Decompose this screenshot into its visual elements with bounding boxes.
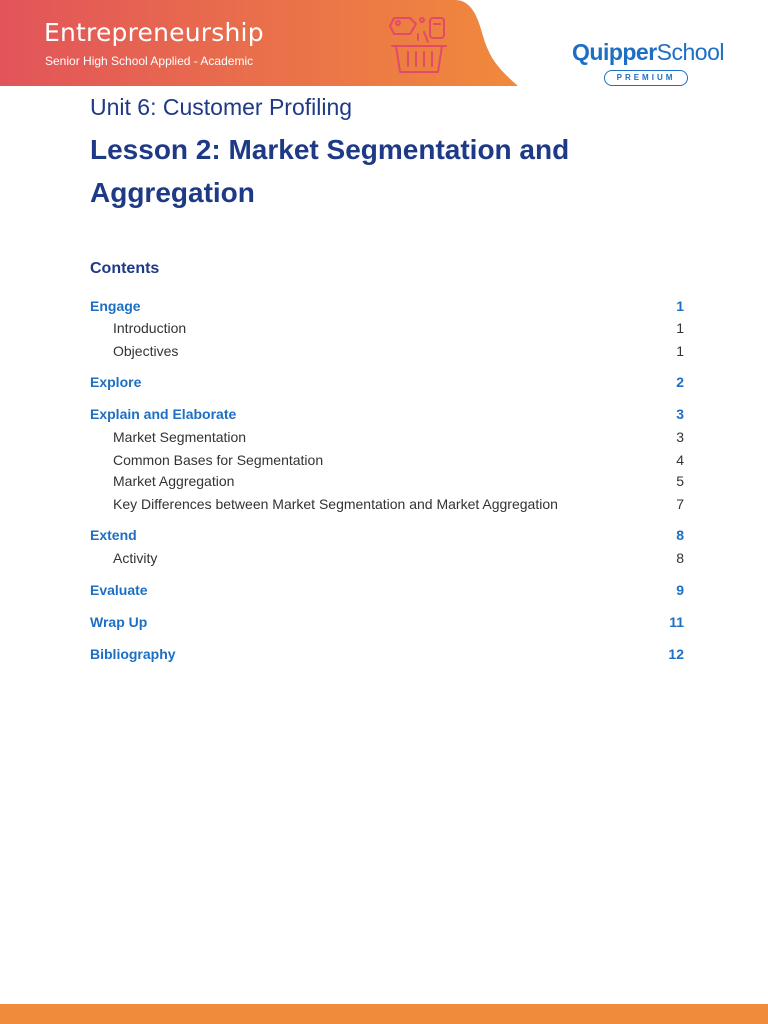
toc-entry-page: 11 xyxy=(669,614,684,630)
toc-entry-label: Market Aggregation xyxy=(113,473,235,489)
toc-entry-key-differences[interactable] xyxy=(90,494,684,514)
lesson-title: Lesson 2: Market Segmentation and Aggregation xyxy=(90,134,570,208)
toc-entry-page: 1 xyxy=(676,320,684,336)
toc-entry-page: 1 xyxy=(676,298,684,314)
toc-entry-page: 5 xyxy=(676,473,684,489)
toc-entry-evaluate[interactable] xyxy=(90,580,684,600)
footer-bar xyxy=(0,1004,768,1024)
toc-entry-label: Wrap Up xyxy=(90,614,148,630)
toc-entry-label: Bibliography xyxy=(90,646,176,662)
toc-entry-page: 4 xyxy=(676,452,684,468)
toc-entry-page: 12 xyxy=(668,646,684,662)
toc-entry-market-segmentation[interactable] xyxy=(90,427,684,447)
toc-entry-page: 7 xyxy=(676,496,684,512)
toc-entry-activity[interactable] xyxy=(90,548,684,568)
toc-entry-page: 9 xyxy=(676,582,684,598)
toc-entry-label: Common Bases for Segmentation xyxy=(113,452,324,468)
subject-title: Entrepreneurship xyxy=(44,18,264,47)
toc-entry-common-bases[interactable] xyxy=(90,450,684,470)
unit-title: Unit 6: Customer Profiling xyxy=(90,94,353,120)
toc-entry-page: 3 xyxy=(676,406,684,422)
toc-entry-introduction[interactable] xyxy=(90,318,684,338)
toc-entry-label: Extend xyxy=(90,527,137,543)
toc-entry-label: Evaluate xyxy=(90,582,148,598)
premium-badge: PREMIUM xyxy=(604,70,688,86)
logo-brand-regular: School xyxy=(656,39,724,65)
toc-entry-objectives[interactable] xyxy=(90,341,684,361)
toc-entry-page: 2 xyxy=(676,374,684,390)
toc-entry-page: 3 xyxy=(676,429,684,445)
toc-entry-bibliography[interactable] xyxy=(90,644,684,664)
toc-entry-label: Explore xyxy=(90,374,142,390)
toc-entry-extend[interactable] xyxy=(90,525,684,545)
toc-entry-market-aggregation[interactable] xyxy=(90,471,684,491)
toc-entry-page: 8 xyxy=(676,527,684,543)
toc-entry-label: Introduction xyxy=(113,320,187,336)
toc-entry-engage[interactable] xyxy=(90,296,684,316)
toc-entry-label: Explain and Elaborate xyxy=(90,406,237,422)
toc-entry-label: Key Differences between Market Segmentation and Market Aggregation xyxy=(113,496,558,512)
toc-entry-wrap-up[interactable] xyxy=(90,612,684,632)
toc-entry-label: Objectives xyxy=(113,343,179,359)
subject-subtitle: Senior High School Applied - Academic xyxy=(45,54,254,68)
toc-entry-page: 8 xyxy=(676,550,684,566)
toc-entry-label: Engage xyxy=(90,298,141,314)
toc-entry-label: Activity xyxy=(113,550,158,566)
toc-entry-explain-and-elaborate[interactable] xyxy=(90,404,684,424)
contents-heading: Contents xyxy=(90,260,160,277)
logo-brand-bold: Quipper xyxy=(572,39,657,65)
toc-entry-explore[interactable] xyxy=(90,372,684,392)
toc-entry-page: 1 xyxy=(676,343,684,359)
quipper-school-logo xyxy=(572,38,732,90)
shopping-basket-icon xyxy=(388,12,450,78)
toc-entry-label: Market Segmentation xyxy=(113,429,247,445)
